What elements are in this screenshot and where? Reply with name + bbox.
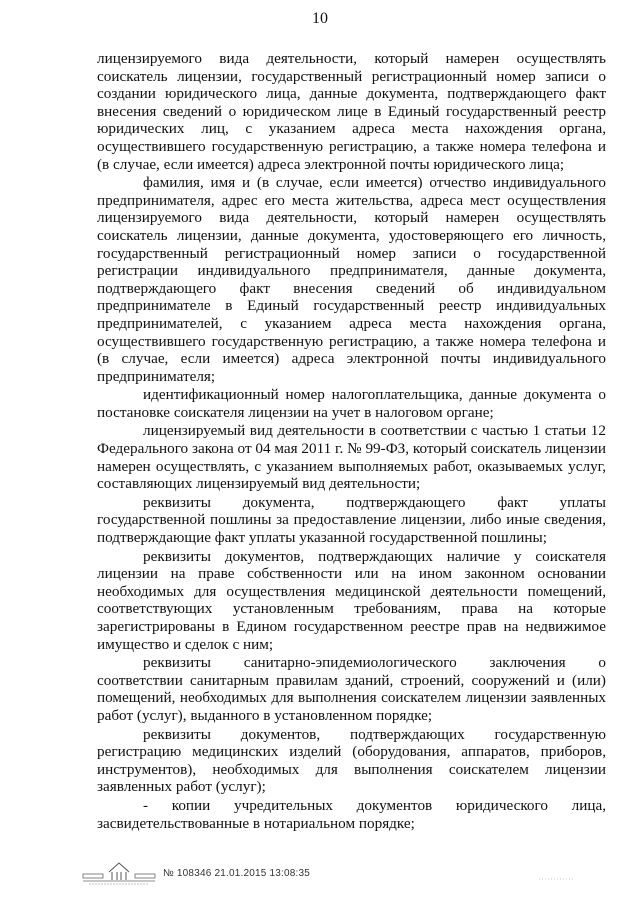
paragraph-licensed-activity: лицензируемый вид деятельности в соответствии с частью 1 статьи 12 Федерального закона от 04 мая 2011 г. № 99-ФЗ, который соискатель лицензии намерен осуществлять, с указанием выполняемых работ, оказываемых услуг, составляющих лицензируемый вид деятельности; [97,422,606,493]
paragraph-medical-devices-registration: реквизиты документов, подтверждающих государственную регистрацию медицинских изделий (оборудования, аппаратов, приборов, инструментов), необходимых для выполнения соискателем лицензии заявленных работ (услуг); [97,725,606,796]
scan-noise-mark [539,876,573,882]
paragraph-premises-documents: реквизиты документов, подтверждающих наличие у соискателя лицензии на праве собственности или на ином законном основании необходимых для осуществления медицинской деятельности помещений, соответствующих установленным требованиям, права на которые зарегистрированы в Едином государственном реестре прав на недвижимое имущество и сделок с ним; [97,547,606,653]
paragraph-sanitary-conclusion: реквизиты санитарно-эпидемиологического заключения о соответствии санитарным правилам зданий, строений, сооружений и (или) помещений, необходимых для выполнения соискателем лицензии заявленных работ (услуг), выданного в установленном порядке; [97,654,606,724]
paragraph-legal-entity-details: лицензируемого вида деятельности, который намерен осуществлять соискатель лицензии, государственный регистрационный номер записи о создании юридического лица, данные документа, подтверждающего факт внесения сведений о юридическом лице в Единый государственный реестр юридических лиц, с указанием адреса места нахождения органа, осуществившего государственную регистрацию, а также номера телефона и (в случае, если имеется) адреса электронной почты юридического лица; [97,50,606,173]
registration-stamp [81,859,310,887]
paragraph-state-fee-details: реквизиты документа, подтверждающего факт уплаты государственной пошлины за предоставление лицензии, либо иные сведения, подтверждающие факт уплаты указанной государственной пошлины; [97,493,606,547]
paragraph-individual-entrepreneur-details: фамилия, имя и (в случае, если имеется) отчество индивидуального предпринимателя, адрес его места жительства, адреса мест осуществления лицензируемого вида деятельности, который намерен осуществлять соискатель лицензии, данные документа, удостоверяющего его личность, государственный регистрационный номер записи о государственной регистрации индивидуального предпринимателя, данные документа, подтверждающего факт внесения сведений об индивидуальном предпринимателе в Единый государственный реестр индивидуальных предпринимателей, с указанием адреса места нахождения органа, осуществившего государственную регистрацию, а также номера телефона и (в случае, если имеется) адреса электронной почты индивидуального предпринимателя; [97,174,606,385]
document-body [97,50,606,833]
paragraph-taxpayer-id: идентификационный номер налогоплательщика, данные документа о постановке соискателя лицензии на учет в налоговом органе; [97,386,606,421]
registration-number-timestamp: № 108346 21.01.2015 13:08:35 [163,867,311,879]
page-number: 10 [312,10,328,27]
paragraph-founding-documents: - копии учредительных документов юридического лица, засвидетельствованные в нотариальном порядке; [97,796,606,832]
registry-stamp-logo-icon [81,860,157,886]
